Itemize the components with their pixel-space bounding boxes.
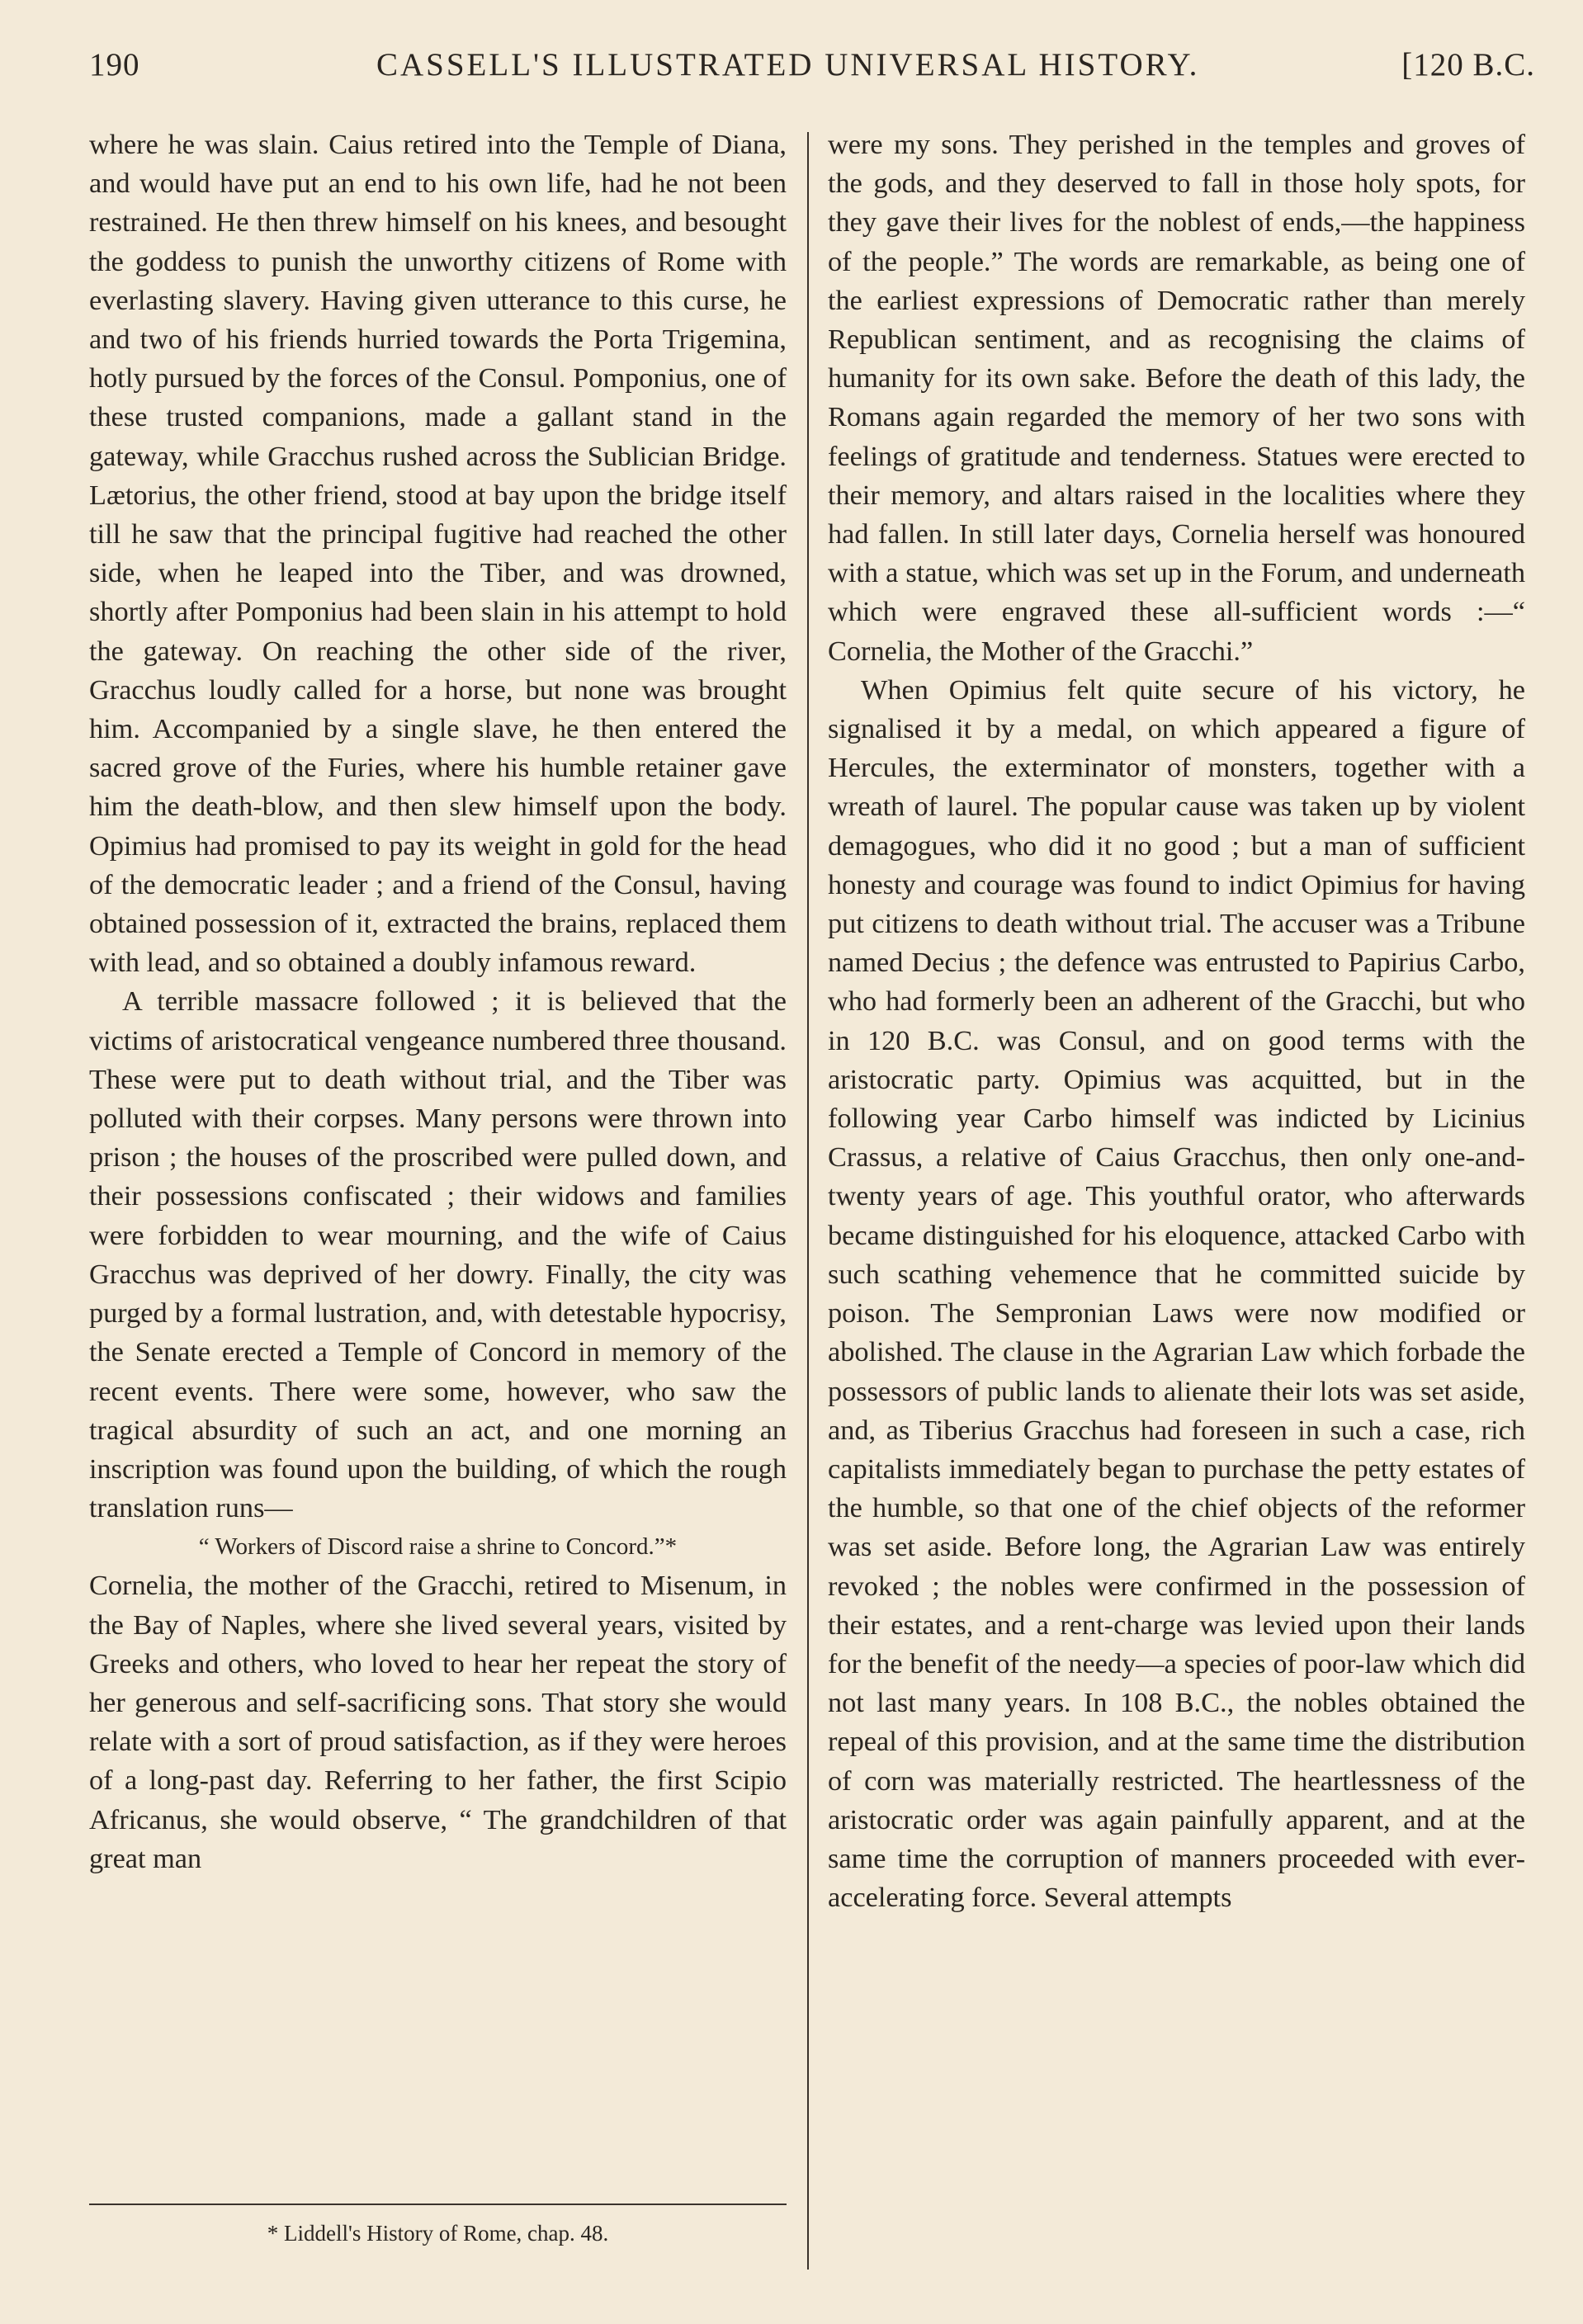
running-title: CASSELL'S ILLUSTRATED UNIVERSAL HISTORY.: [376, 47, 1200, 83]
right-column: [828, 125, 1525, 1917]
running-header: [89, 46, 1535, 96]
page-number: 190: [89, 47, 140, 83]
left-column: [89, 125, 787, 1878]
paragraph-cornelia: Cornelia, the mother of the Gracchi, retired to Misenum, in the Bay of Naples, where she lived several years, visited by Greeks and others, who loved to hear her repeat the story of her generous and self-sacrificing sons. That story she would relate with a sort of proud satisfaction, as if they were heroes of a long-past day. Referring to her father, the first Scipio Africanus, she would observe, “ The grandchildren of that great man: [89, 1570, 787, 1874]
paragraph-cornelia-continued: were my sons. They perished in the temples and groves of the gods, and they deserved to fall in those holy spots, for they gave their lives for the noblest of ends,—the happiness of the people.” The words are remarkable, as being one of the earliest expressions of Democratic rather than merely Republican sentiment, and as recognising the claims of humanity for its own sake. Before the death of this lady, the Romans again regarded the memory of her two sons with feelings of gratitude and tenderness. Statues were erected to their memory, and altars raised in the localities where they had fallen. In still later days, Cornelia herself was honoured with a statue, which was set up in the Forum, and underneath which were engraved these all-sufficient words :—“ Cornelia, the Mother of the Gracchi.”: [828, 129, 1525, 667]
paragraph-gracchus-death: where he was slain. Caius retired into the Temple of Diana, and would have put an end to his own life, had he not been restrained. He then threw himself on his knees, and besought the goddess to punish the unworthy citizens of Rome with everlasting slavery. Having given utterance to this curse, he and two of his friends hurried towards the Porta Trigemina, hotly pursued by the forces of the Consul. Pomponius, one of these trusted companions, made a gallant stand in the gateway, while Gracchus rushed across the Sublician Bridge. Lætorius, the other friend, stood at bay upon the bridge itself till he saw that the principal fugitive had reached the other side, when he leaped into the Tiber, and was drowned, shortly after Pomponius had been slain in his attempt to hold the gateway. On reaching the other side of the river, Gracchus loudly called for a horse, but none was brought him. Accompanied by a single slave, he then entered the sacred grove of the Furies, where his humble retainer gave him the death-blow, and then slew himself upon the body. Opimius had promised to pay its weight in gold for the head of the democratic leader ; and a friend of the Consul, having obtained possession of it, extracted the brains, replaced them with lead, and so obtained a doubly infamous reward.: [89, 129, 787, 979]
column-divider: [807, 132, 809, 2270]
inscription-quote: “ Workers of Discord raise a shrine to Concord.”*: [198, 1533, 678, 1561]
footnote: * Liddell's History of Rome, chap. 48.: [267, 2221, 609, 2246]
paragraph-opimius: When Opimius felt quite secure of his victory, he signalised it by a medal, on which appeared a figure of Hercules, the exterminator of monsters, together with a wreath of laurel. The popular cause was taken up by violent demagogues, who did it no good ; but a man of sufficient honesty and courage was found to indict Opimius for having put citizens to death without trial. The accuser was a Tribune named Decius ; the defence was entrusted to Papirius Carbo, who had formerly been an adherent of the Gracchi, but who in 120 B.C. was Consul, and on good terms with the aristocratic party. Opimius was acquitted, but in the following year Carbo himself was indicted by Licinius Crassus, a relative of Caius Gracchus, then only one-and-twenty years of age. This youthful orator, who afterwards became distinguished for his eloquence, attacked Carbo with such scathing vehemence that he committed suicide by poison. The Sempronian Laws were now modified or abolished. The clause in the Agrarian Law which forbade the possessors of public lands to alienate their lots was set aside, and, as Tiberius Gracchus had foreseen in such a case, rich capitalists immediately began to purchase the petty estates of the humble, so that one of the chief objects of the reformer was set aside. Before long, the Agrarian Law was entirely revoked ; the nobles were confirmed in the possession of their estates, and a rent-charge was levied upon their lands for the benefit of the needy—a species of poor-law which did not last many years. In 108 B.C., the nobles obtained the repeal of this provision, and at the same time the distribution of corn was materially restricted. The heartlessness of the aristocratic order was again painfully apparent, and at the same time the corruption of manners proceeded with ever-accelerating force. Several attempts: [828, 673, 1525, 1914]
paragraph-massacre: A terrible massacre followed ; it is believed that the victims of aristocratical vengeance numbered three thousand. These were put to death without trial, and the Tiber was polluted with their corpses. Many persons were thrown into prison ; the houses of the proscribed were pulled down, and their possessions confiscated ; their widows and families were forbidden to wear mourning, and the wife of Caius Gracchus was deprived of her dowry. Finally, the city was purged by a formal lustration, and, with detestable hypocrisy, the Senate erected a Temple of Concord in memory of the recent events. There were some, however, who saw the tragical absurdity of such an act, and one morning an inscription was found upon the building, of which the rough translation runs—: [89, 985, 787, 1524]
date-label: [120 B.C.: [1401, 47, 1535, 83]
footnote-rule: [89, 2204, 787, 2205]
